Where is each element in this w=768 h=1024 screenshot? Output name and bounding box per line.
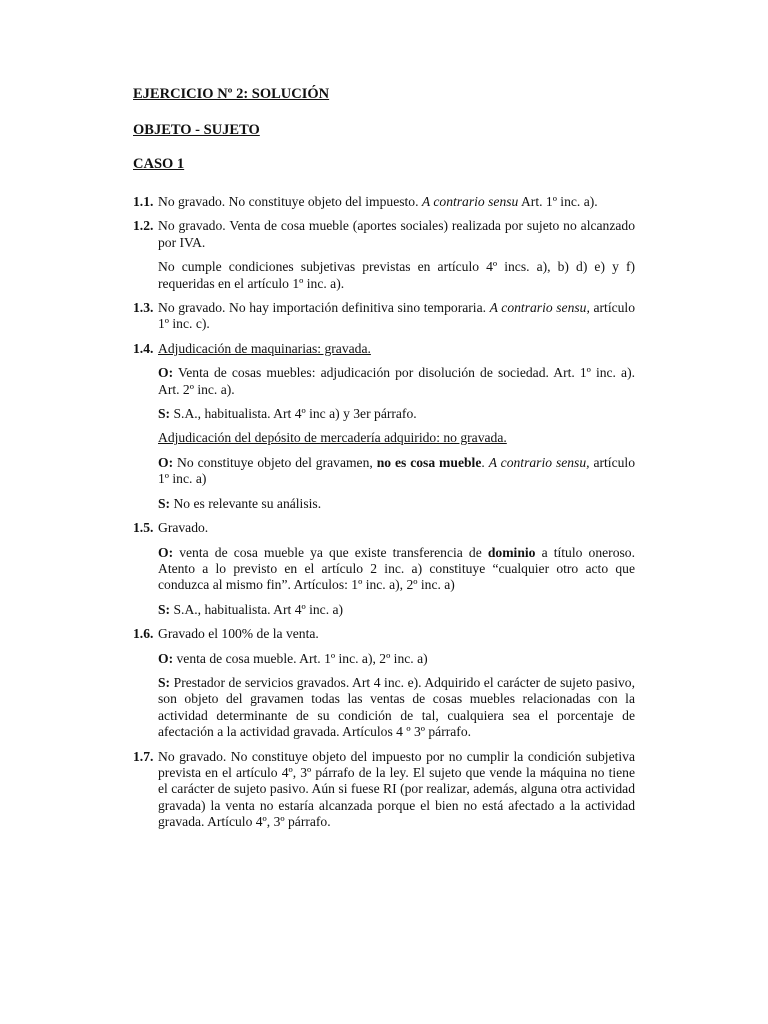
item-text: No gravado. Venta de cosa mueble (aportes sociales) realizada por sujeto no alcanzado por IVA. [158, 218, 635, 250]
item-number: 1.1. [133, 194, 154, 209]
answer-item-1-7 [133, 749, 635, 831]
object-paragraph: O: Venta de cosas muebles: adjudicación por disolución de sociedad. Art. 1º inc. a). Art. 2º inc. a). [158, 365, 635, 397]
item-subheading: Adjudicación de maquinarias: gravada. [158, 340, 371, 356]
item-text: No gravado. No constituye objeto del impuesto. A contrario sensu Art. 1º inc. a). [158, 194, 598, 209]
item-text: No gravado. No hay importación definitiva sino temporaria. A contrario sensu, artículo 1º inc. c). [158, 300, 636, 332]
object-paragraph: O: venta de cosa mueble ya que existe transferencia de dominio a título oneroso. Atento a lo previsto en el artículo 2 inc. a) constituye “cualquier otro acto que conduzca al mismo fin”. Artículos: 1º inc. a), 2º inc. a) [158, 544, 635, 593]
item-number: 1.3. [133, 300, 154, 316]
answer-item-1-2 [133, 218, 635, 292]
case-title: CASO 1 [133, 156, 185, 172]
item-text: No cumple condiciones subjetivas previstas en artículo 4º incs. a), b) d) e) y f) requeridas en el artículo 1º inc. a). [158, 259, 635, 291]
item-text: Gravado. [158, 520, 209, 536]
section-title: OBJETO - SUJETO [133, 122, 260, 138]
answer-item-1-5 [133, 520, 635, 618]
item-number: 1.2. [133, 218, 154, 234]
subject-paragraph: S: S.A., habitualista. Art 4º inc a) y 3er párrafo. [158, 406, 417, 422]
item-text: No gravado. No constituye objeto del impuesto por no cumplir la condición subjetiva prevista en el artículo 4º, 3º párrafo de la ley. El sujeto que vende la máquina no tiene el carácter de sujeto pasivo. Aún si fuese RI (por realizar, además, alguna otra actividad gravada) la venta no estaría alcanzada porque el bien no está afectado a la actividad gravada. Artículo 4º, 3º párrafo. [158, 748, 635, 830]
document-title: EJERCICIO Nº 2: SOLUCIÓN [133, 86, 330, 102]
subject-paragraph: S: Prestador de servicios gravados. Art 4 inc. e). Adquirido el carácter de sujeto pasivo, son objeto del gravamen todas las ventas de cosas muebles relacionadas con la actividad determinante de su condición de tal, cualquiera sea el porcentaje de afectación a la actividad gravada. Artículos 4 º 3º párrafo. [158, 674, 635, 740]
object-paragraph: O: No constituye objeto del gravamen, no es cosa mueble. A contrario sensu, artículo 1º inc. a) [158, 454, 635, 487]
item-number: 1.7. [133, 748, 154, 764]
answer-item-1-4 [133, 341, 635, 512]
answer-item-1-1 [133, 194, 635, 210]
answer-item-1-6 [133, 626, 635, 740]
subject-paragraph: S: No es relevante su análisis. [158, 495, 322, 511]
object-paragraph: O: venta de cosa mueble. Art. 1º inc. a), 2º inc. a) [158, 650, 428, 666]
item-subheading: Adjudicación del depósito de mercadería adquirido: no gravada. [158, 430, 507, 446]
item-text: Gravado el 100% de la venta. [158, 626, 319, 642]
answer-list [133, 194, 635, 839]
item-number: 1.4. [133, 340, 154, 356]
answer-item-1-3 [133, 300, 635, 333]
item-number: 1.5. [133, 520, 154, 536]
subject-paragraph: S: S.A., habitualista. Art 4º inc. a) [158, 601, 344, 617]
item-number: 1.6. [133, 626, 154, 642]
